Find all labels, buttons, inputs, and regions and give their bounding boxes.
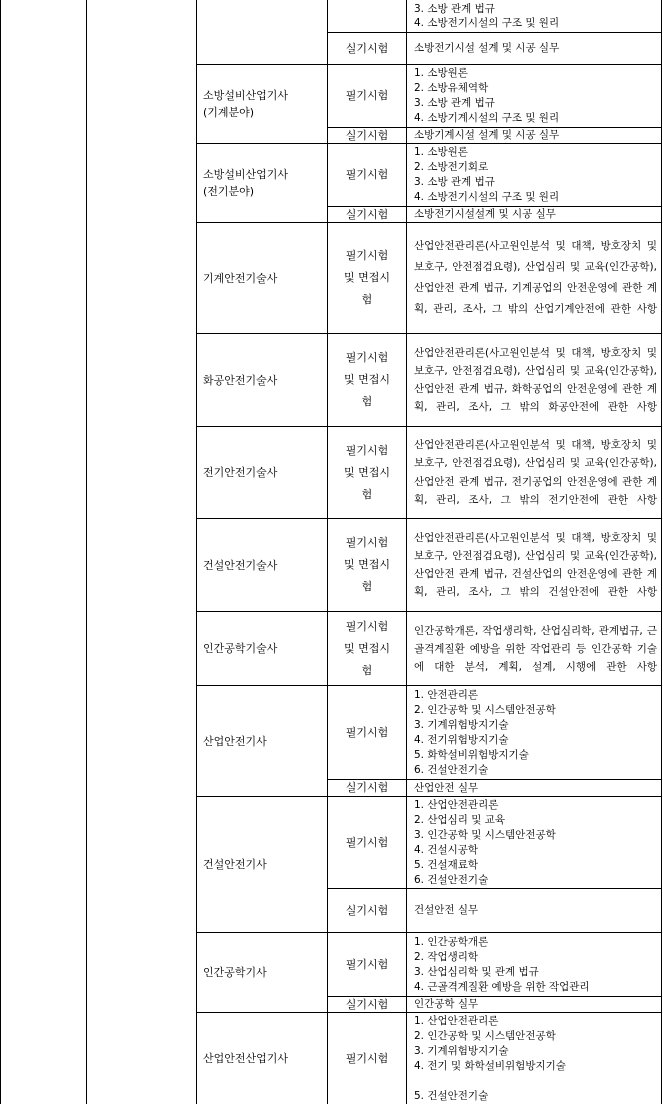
certification-name-cell: 산업안전산업기사 bbox=[203, 1052, 289, 1065]
table-border-left bbox=[0, 0, 1, 1104]
exam-type-cell: 실기시험 bbox=[345, 997, 389, 1011]
subjects-cell: 소방전기시설설계 및 시공 실무 bbox=[414, 208, 556, 220]
certification-name-cell: 화공안전기술사 bbox=[203, 373, 278, 387]
subjects-cell: 1. 소방원론 2. 소방전기회로 3. 소방 관계 법규 4. 소방전기시설의 구조 및 원리 bbox=[414, 146, 560, 203]
subjects-cell: 산업안전관리론(사고원인분석 및 대책, 방호장치 및 보호구, 안전점검요령), 산업심리 및 교육(인간공학), 산업안전 관계 법규, 건설산업의 안전운영에 관한 계획, 관리, 조사, 그 밖의 건설안전에 관한 사항 bbox=[414, 531, 657, 599]
certification-name-cell: 인간공학기사 bbox=[203, 966, 267, 979]
subjects-cell: 1. 인간공학개론 2. 작업생리학 3. 산업심리학 및 관계 법규 4. 근골격계질환 예방을 위한 작업관리 bbox=[414, 935, 590, 993]
certification-name-cell: 인간공학기술사 bbox=[203, 642, 278, 655]
subjects-cell: 소방전기시설 설계 및 시공 실무 bbox=[414, 42, 560, 54]
exam-type-cell: 필기시험 bbox=[345, 1051, 389, 1065]
subjects-cell: 인간공학 실무 bbox=[414, 998, 479, 1010]
subjects-cell: 산업안전 실무 bbox=[414, 781, 479, 794]
exam-type-cell: 실기시험 bbox=[345, 207, 389, 221]
exam-type-cell: 필기시험 및 면접시 험 bbox=[343, 249, 390, 306]
certification-name-cell: 건설안전기사 bbox=[203, 858, 267, 871]
subjects-cell: 인간공학개론, 작업생리학, 산업심리학, 관계법규, 근골격계질환 예방을 위한 작업관리 등 인간공학 기술에 대한 분석, 계획, 설계, 시행에 관한 사항 bbox=[414, 624, 657, 673]
certification-name-cell: 산업안전기사 bbox=[203, 734, 267, 748]
subjects-cell: 3. 소방 관계 법규 4. 소방전기시설의 구조 및 원리 bbox=[414, 3, 560, 29]
table-border-right bbox=[661, 0, 662, 1104]
subjects-cell: 1. 산업안전관리론 2. 인간공학 및 시스템안전공학 3. 기계위험방지기술 4. 전기 및 화학설비위험방지기술 5. 건설안전기술 bbox=[414, 1014, 566, 1102]
certification-name-cell: 소방설비산업기사 (전기분야) bbox=[203, 168, 289, 198]
exam-type-cell: 실기시험 bbox=[345, 41, 389, 55]
subjects-cell: 산업안전관리론(사고원인분석 및 대책, 방호장치 및 보호구, 안전점검요령), 산업심리 및 교육(인간공학), 산업안전 관계 법규, 화학공업의 안전운영에 관한 계획, 관리, 조사, 그 밖의 화공안전에 관한 사항 bbox=[414, 346, 657, 414]
exam-type-cell: 실기시험 bbox=[345, 903, 389, 917]
subjects-cell: 1. 산업안전관리론 2. 산업심리 및 교육 3. 인간공학 및 시스템안전공학 4. 건설시공학 5. 건설재료학 6. 건설안전기술 bbox=[414, 798, 556, 886]
exam-type-cell: 실기시험 bbox=[345, 781, 389, 794]
certification-name-cell: 소방설비산업기사 (기계분야) bbox=[203, 89, 289, 119]
subjects-cell: 건설안전 실무 bbox=[414, 904, 479, 916]
exam-type-cell: 필기시험 및 면접시 험 bbox=[343, 536, 390, 593]
exam-type-cell: 필기시험 bbox=[345, 835, 389, 849]
subjects-cell: 소방기계시설 설계 및 시공 실무 bbox=[414, 129, 560, 141]
subjects-cell: 산업안전관리론(사고원인분석 및 대책, 방호장치 및 보호구, 안전점검요령), 산업심리 및 교육(인간공학), 산업안전 관계 법규, 전기공업의 안전운영에 관한 계획, 관리, 조사, 그 밖의 전기안전에 관한 사항 bbox=[414, 439, 657, 506]
subjects-cell: 1. 소방원론 2. 소방유체역학 3. 소방 관계 법규 4. 소방기계시설의 구조 및 원리 bbox=[414, 67, 560, 124]
exam-type-cell: 필기시험 bbox=[345, 168, 389, 181]
exam-type-cell: 실기시험 bbox=[345, 128, 389, 142]
exam-type-cell: 필기시험 및 면접시 험 bbox=[343, 443, 390, 501]
column-divider bbox=[86, 0, 87, 1104]
exam-type-cell: 필기시험 및 면접시 험 bbox=[343, 351, 390, 408]
certification-name-cell: 전기안전기술사 bbox=[203, 466, 278, 479]
subjects-cell: 1. 안전관리론 2. 인간공학 및 시스템안전공학 3. 기계위험방지기술 4. 전기위험방지기술 5. 화학설비위험방지기술 6. 건설안전기술 bbox=[414, 688, 556, 776]
certification-name-cell: 기계안전기술사 bbox=[203, 271, 278, 285]
exam-type-cell: 필기시험 bbox=[345, 957, 389, 971]
subjects-cell: 산업안전관리론(사고원인분석 및 대책, 방호장치 및 보호구, 안전점검요령), 산업심리 및 교육(인간공학), 산업안전 관계 법규, 기계공업의 안전운영에 관한 계획, 관리, 조사, 그 밖의 산업기계안전에 관한 사항 bbox=[414, 240, 657, 315]
certification-name-cell: 건설안전기술사 bbox=[203, 558, 278, 572]
exam-type-cell: 필기시험 및 면접시 험 bbox=[343, 619, 390, 677]
exam-type-cell: 필기시험 bbox=[345, 89, 389, 102]
exam-type-cell: 필기시험 bbox=[345, 725, 389, 739]
